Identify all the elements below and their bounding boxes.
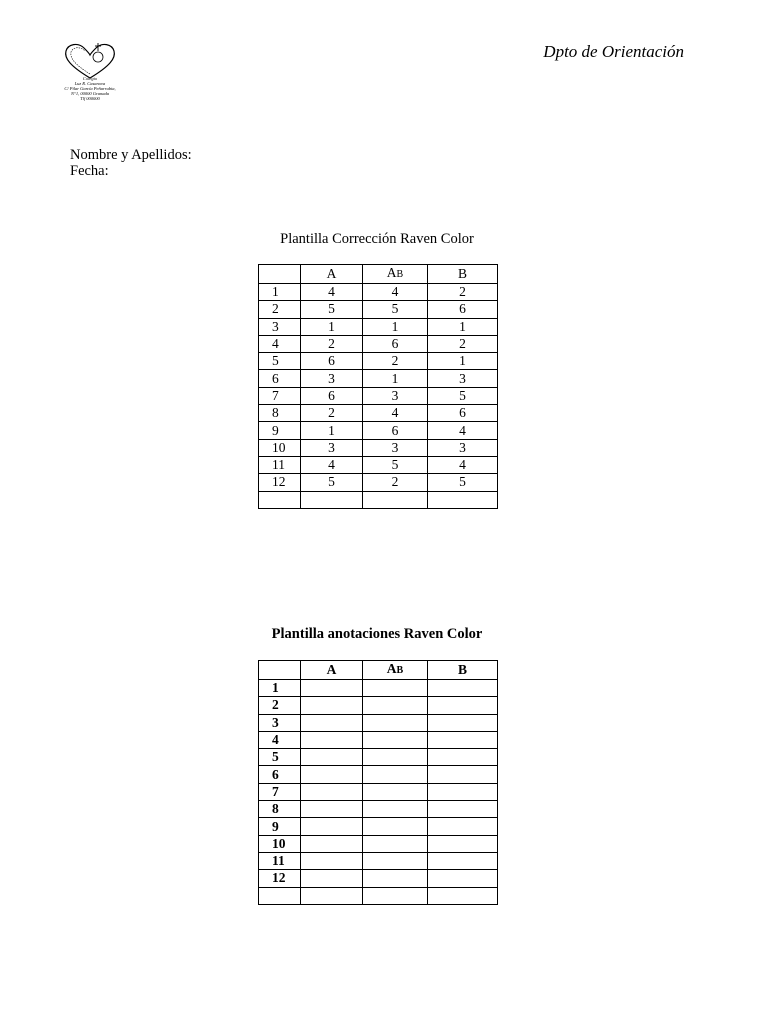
table-cell: 1 bbox=[301, 318, 363, 335]
table-row bbox=[259, 887, 498, 904]
table-row bbox=[259, 818, 498, 835]
department-title: Dpto de Orientación bbox=[543, 42, 684, 61]
table-cell bbox=[301, 852, 363, 869]
row-number-cell: 1 bbox=[259, 284, 301, 301]
table-cell bbox=[363, 870, 428, 887]
table-row bbox=[259, 766, 498, 783]
table-row bbox=[259, 318, 498, 335]
row-number-cell: 10 bbox=[259, 835, 301, 852]
table-cell: 5 bbox=[428, 474, 498, 491]
table-cell: 3 bbox=[363, 439, 428, 456]
form-fields bbox=[70, 147, 192, 179]
row-number-cell: 8 bbox=[259, 801, 301, 818]
table-cell: 2 bbox=[301, 405, 363, 422]
table-cell: 5 bbox=[301, 301, 363, 318]
table-cell bbox=[363, 801, 428, 818]
row-number-cell: 9 bbox=[259, 422, 301, 439]
table-cell bbox=[428, 870, 498, 887]
table-cell bbox=[428, 835, 498, 852]
table-row bbox=[259, 731, 498, 748]
table-cell bbox=[428, 680, 498, 697]
table-cell: 3 bbox=[363, 387, 428, 404]
row-number-cell bbox=[259, 491, 301, 508]
table-cell bbox=[301, 835, 363, 852]
row-number-cell: 4 bbox=[259, 335, 301, 352]
table-cell bbox=[301, 887, 363, 904]
table-cell bbox=[363, 680, 428, 697]
row-number-cell: 8 bbox=[259, 405, 301, 422]
table-cell: 5 bbox=[363, 456, 428, 473]
table-row bbox=[259, 422, 498, 439]
table-cell: 6 bbox=[428, 301, 498, 318]
heart-logo-icon bbox=[60, 40, 120, 80]
header-cell: B bbox=[428, 265, 498, 284]
table-cell bbox=[428, 766, 498, 783]
row-number-cell bbox=[259, 887, 301, 904]
row-number-cell: 5 bbox=[259, 749, 301, 766]
table-cell bbox=[363, 887, 428, 904]
table-row bbox=[259, 284, 498, 301]
header-cell: AB bbox=[363, 265, 428, 284]
row-number-cell: 12 bbox=[259, 474, 301, 491]
table-cell: 1 bbox=[428, 353, 498, 370]
table-cell bbox=[428, 731, 498, 748]
table-cell: 1 bbox=[363, 318, 428, 335]
row-number-cell: 7 bbox=[259, 387, 301, 404]
row-number-cell: 3 bbox=[259, 318, 301, 335]
table-cell bbox=[428, 697, 498, 714]
table-cell: 1 bbox=[301, 422, 363, 439]
table-cell bbox=[363, 749, 428, 766]
table-cell bbox=[301, 818, 363, 835]
table-cell bbox=[363, 818, 428, 835]
table-cell: 4 bbox=[301, 284, 363, 301]
table-cell bbox=[301, 801, 363, 818]
table-cell: 4 bbox=[428, 422, 498, 439]
table-cell: 4 bbox=[301, 456, 363, 473]
table-row bbox=[259, 301, 498, 318]
school-logo bbox=[60, 40, 140, 112]
table-row bbox=[259, 697, 498, 714]
table-cell: 5 bbox=[301, 474, 363, 491]
table-cell bbox=[363, 697, 428, 714]
table-cell: 2 bbox=[363, 353, 428, 370]
header-cell: AB bbox=[363, 661, 428, 680]
table-row bbox=[259, 801, 498, 818]
table-cell bbox=[428, 818, 498, 835]
table-cell: 1 bbox=[363, 370, 428, 387]
table-cell: 2 bbox=[301, 335, 363, 352]
table-cell: 4 bbox=[428, 456, 498, 473]
table-cell: 3 bbox=[301, 370, 363, 387]
table-row bbox=[259, 335, 498, 352]
table-cell bbox=[363, 766, 428, 783]
table-cell bbox=[301, 766, 363, 783]
header-sub-letter: B bbox=[396, 665, 404, 676]
header-cell bbox=[259, 661, 301, 680]
table-cell bbox=[428, 852, 498, 869]
table-row bbox=[259, 474, 498, 491]
table-cell: 6 bbox=[428, 405, 498, 422]
annotations-title: Plantilla anotaciones Raven Color bbox=[271, 626, 483, 642]
row-number-cell: 12 bbox=[259, 870, 301, 887]
table-cell: 5 bbox=[428, 387, 498, 404]
row-number-cell: 11 bbox=[259, 852, 301, 869]
table-cell bbox=[363, 783, 428, 800]
table-row bbox=[259, 749, 498, 766]
table-cell bbox=[363, 852, 428, 869]
table-row bbox=[259, 387, 498, 404]
table-cell bbox=[363, 491, 428, 508]
header-cell: A bbox=[301, 265, 363, 284]
table-cell: 2 bbox=[363, 474, 428, 491]
table-cell: 6 bbox=[363, 335, 428, 352]
row-number-cell: 6 bbox=[259, 766, 301, 783]
table-cell bbox=[301, 680, 363, 697]
row-number-cell: 4 bbox=[259, 731, 301, 748]
table-cell: 3 bbox=[301, 439, 363, 456]
header-sub-letter: B bbox=[396, 269, 404, 280]
table-cell: 4 bbox=[363, 284, 428, 301]
correction-table bbox=[258, 264, 498, 509]
row-number-cell: 6 bbox=[259, 370, 301, 387]
header-cell: B bbox=[428, 661, 498, 680]
table-row bbox=[259, 439, 498, 456]
table-cell bbox=[428, 801, 498, 818]
table-header-row bbox=[259, 661, 498, 680]
row-number-cell: 11 bbox=[259, 456, 301, 473]
row-number-cell: 3 bbox=[259, 714, 301, 731]
table-row bbox=[259, 680, 498, 697]
row-number-cell: 2 bbox=[259, 301, 301, 318]
table-cell bbox=[363, 731, 428, 748]
table-cell: 3 bbox=[428, 439, 498, 456]
table-row bbox=[259, 405, 498, 422]
table-cell bbox=[301, 870, 363, 887]
header-cell: A bbox=[301, 661, 363, 680]
table-cell bbox=[301, 749, 363, 766]
table-cell: 6 bbox=[363, 422, 428, 439]
table-cell bbox=[363, 835, 428, 852]
row-number-cell: 5 bbox=[259, 353, 301, 370]
row-number-cell: 10 bbox=[259, 439, 301, 456]
date-label: Fecha: bbox=[70, 163, 109, 179]
correction-title: Plantilla Corrección Raven Color bbox=[280, 231, 474, 247]
table-cell bbox=[428, 887, 498, 904]
table-cell: 5 bbox=[363, 301, 428, 318]
table-row bbox=[259, 353, 498, 370]
logo-caption: Colegio Luz R. Casanova C/ Pilar García Peñarrubia, N°1, 00000 Granada Tlf 000000 bbox=[64, 76, 116, 101]
table-row bbox=[259, 370, 498, 387]
table-cell bbox=[301, 783, 363, 800]
table-cell bbox=[301, 714, 363, 731]
table-cell bbox=[301, 491, 363, 508]
table-cell bbox=[363, 714, 428, 731]
annotations-table bbox=[258, 660, 498, 905]
table-cell: 6 bbox=[301, 353, 363, 370]
table-cell bbox=[428, 749, 498, 766]
table-row bbox=[259, 714, 498, 731]
table-cell bbox=[301, 731, 363, 748]
table-cell: 2 bbox=[428, 335, 498, 352]
table-row bbox=[259, 835, 498, 852]
table-row bbox=[259, 783, 498, 800]
table-cell: 3 bbox=[428, 370, 498, 387]
table-cell bbox=[301, 697, 363, 714]
table-cell: 2 bbox=[428, 284, 498, 301]
table-row bbox=[259, 852, 498, 869]
row-number-cell: 9 bbox=[259, 818, 301, 835]
table-cell: 4 bbox=[363, 405, 428, 422]
row-number-cell: 2 bbox=[259, 697, 301, 714]
name-label: Nombre y Apellidos: bbox=[70, 147, 192, 163]
table-cell bbox=[428, 491, 498, 508]
table-row bbox=[259, 491, 498, 508]
row-number-cell: 7 bbox=[259, 783, 301, 800]
table-row bbox=[259, 456, 498, 473]
table-cell: 6 bbox=[301, 387, 363, 404]
table-cell: 1 bbox=[428, 318, 498, 335]
table-cell bbox=[428, 714, 498, 731]
table-cell bbox=[428, 783, 498, 800]
header-cell bbox=[259, 265, 301, 284]
row-number-cell: 1 bbox=[259, 680, 301, 697]
table-header-row bbox=[259, 265, 498, 284]
table-row bbox=[259, 870, 498, 887]
